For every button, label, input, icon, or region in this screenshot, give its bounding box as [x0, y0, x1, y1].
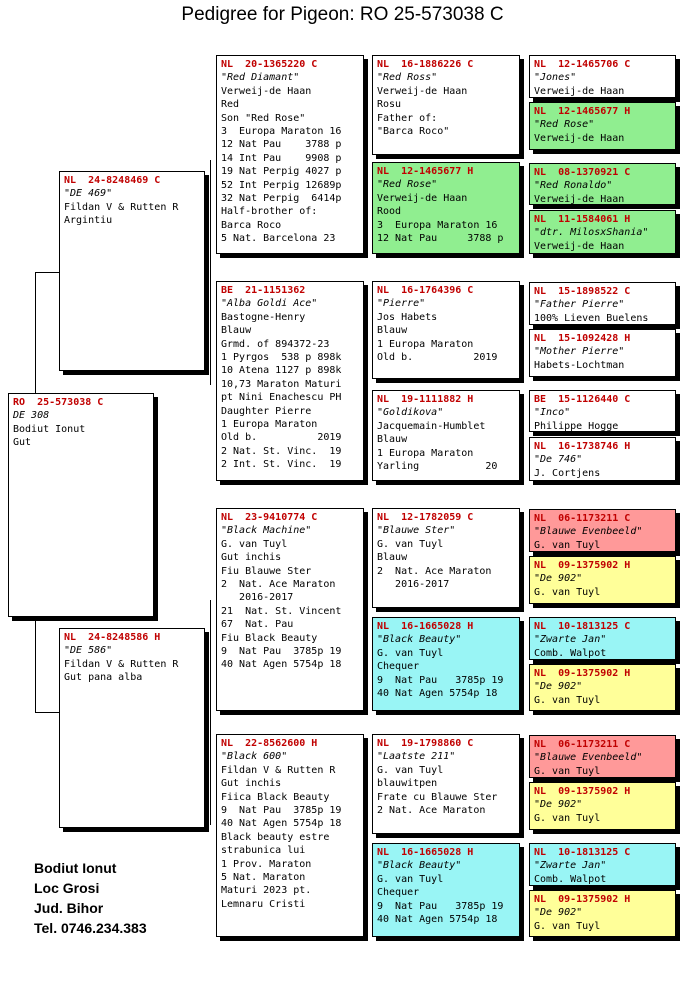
pigeon-info-line: 3 Europa Maraton 16 [377, 219, 498, 231]
pigeon-info-line: Half-brother of: [221, 206, 318, 218]
pigeon-card-root[interactable] [8, 393, 154, 617]
pigeon-name: "Father Pierre" [534, 299, 625, 311]
pigeon-info-line: G. van Tuyl [534, 920, 601, 932]
pigeon-info-line: 2016-2017 [221, 592, 294, 604]
pigeon-name: "Red Ross" [377, 72, 438, 84]
pigeon-card-sire[interactable] [59, 171, 205, 371]
pigeon-info-line: Comb. Walpot [534, 873, 607, 885]
pigeon-card-gen3[interactable] [372, 281, 520, 379]
pigeon-name: "Red Rose" [377, 179, 438, 191]
pigeon-info-line: Verweij-de Haan [534, 240, 625, 252]
pigeon-info-line: Red [221, 99, 240, 111]
pigeon-info-line: Fiica Black Beauty [221, 791, 330, 803]
pigeon-info-line: Yarling 20 [377, 461, 498, 473]
pigeon-info-line: 40 Nat Agen 5754p 18 [221, 659, 342, 671]
pigeon-info-line: Blauw [377, 434, 408, 446]
pigeon-name: "Blauwe Ster" [377, 525, 456, 537]
pigeon-info-line: Gut inchis [221, 552, 282, 564]
pigeon-info-line: 21 Nat. St. Vincent [221, 605, 342, 617]
pigeon-info-line: 40 Nat Agen 5754p 18 [221, 818, 342, 830]
pigeon-info-line: 2 Nat. Ace Maraton [377, 805, 486, 817]
pigeon-info-line: Gut inchis [221, 778, 282, 790]
pigeon-card-gen4[interactable] [529, 329, 676, 377]
pigeon-info-line: Gut [13, 437, 32, 449]
pigeon-card-gen4[interactable] [529, 390, 676, 432]
pigeon-card-gen4[interactable] [529, 735, 676, 778]
pigeon-info-line: 40 Nat Agen 5754p 18 [377, 914, 498, 926]
pigeon-name: "dtr. MilosxShania" [534, 227, 649, 239]
pigeon-name: "Alba Goldi Ace" [221, 298, 318, 310]
pigeon-card-gen3[interactable] [372, 734, 520, 834]
pigeon-info-line: Argintiu [64, 215, 113, 227]
ring-number: NL 08-1370921 C [534, 167, 631, 178]
pigeon-info-line: 9 Nat Pau 3785p 19 [377, 674, 504, 686]
ring-number: NL 12-1465677 H [377, 166, 474, 177]
pigeon-card-dam[interactable] [59, 628, 205, 828]
ring-number: NL 16-1738746 H [534, 441, 631, 452]
pigeon-info-line: 12 Nat Pau 3788 p [221, 139, 342, 151]
ring-number: NL 16-1665028 H [377, 847, 474, 858]
pigeon-info-line: Blauw [377, 552, 408, 564]
pigeon-info-line: Rosu [377, 99, 402, 111]
pigeon-card-gen4[interactable] [529, 509, 676, 552]
pigeon-info-line: 40 Nat Agen 5754p 18 [377, 688, 498, 700]
pigeon-name: "De 902" [534, 681, 583, 693]
ring-number: NL 06-1173211 C [534, 739, 631, 750]
pigeon-info-line: Fildan V & Rutten R [64, 658, 179, 670]
ring-number: NL 19-1111882 H [377, 394, 474, 405]
pigeon-info-line: 1 Prov. Maraton [221, 858, 312, 870]
pigeon-card-gen3[interactable] [372, 508, 520, 608]
pigeon-info-line: Old b. 2019 [221, 432, 342, 444]
ring-number: NL 22-8562600 H [221, 738, 318, 749]
pigeon-name: "Zwarte Jan" [534, 860, 607, 872]
pigeon-info-line: G. van Tuyl [534, 694, 601, 706]
connector-line [35, 272, 60, 273]
pigeon-info-line: J. Cortjens [534, 467, 601, 479]
pigeon-info-line: 9 Nat Pau 3785p 19 [221, 646, 342, 658]
pigeon-name: "Laatste 211" [377, 751, 456, 763]
owner-locality: Loc Grosi [34, 880, 100, 896]
pigeon-info-line: Black beauty estre [221, 831, 330, 843]
pigeon-info-line: Verweij-de Haan [534, 85, 625, 97]
pigeon-info-line: pt Nini Enachescu PH [221, 392, 342, 404]
pigeon-info-line: 2 Nat. Ace Maraton [221, 579, 336, 591]
pigeon-info-line: Verweij-de Haan [377, 192, 468, 204]
ring-number: NL 24-8248469 C [64, 175, 161, 186]
pigeon-info-line: 5 Nat. Barcelona 23 [221, 233, 336, 245]
ring-number: NL 12-1465706 C [534, 59, 631, 70]
pigeon-card-gen4[interactable] [529, 782, 676, 830]
pigeon-info-line: Fiu Blauwe Ster [221, 565, 312, 577]
pigeon-info-line: 1 Pyrgos 538 p 898k [221, 352, 342, 364]
pigeon-info-line: 2 Nat. Ace Maraton [377, 565, 492, 577]
pigeon-info-line: Habets-Lochtman [534, 359, 625, 371]
pigeon-info-line: Fildan V & Rutten R [64, 201, 179, 213]
pigeon-card-gen3[interactable] [372, 390, 520, 481]
pigeon-info-line: 1 Europa Maraton [377, 447, 474, 459]
pigeon-info-line: 2 Nat. St. Vinc. 19 [221, 445, 342, 457]
pigeon-card-gen4[interactable] [529, 556, 676, 604]
pigeon-info-line: Verweij-de Haan [221, 85, 312, 97]
pigeon-card-gen3[interactable] [372, 617, 520, 711]
pigeon-card-gen3[interactable] [372, 162, 520, 254]
pigeon-name: "DE 469" [64, 188, 113, 200]
pigeon-info-line: G. van Tuyl [377, 873, 444, 885]
pigeon-info-line: Jacquemain-Humblet [377, 420, 486, 432]
connector-line [35, 712, 60, 713]
pigeon-info-line: Blauw [221, 325, 252, 337]
pigeon-card-gen4[interactable] [529, 163, 676, 205]
pigeon-info-line: 10,73 Maraton Maturi [221, 378, 342, 390]
ring-number: NL 09-1375902 H [534, 786, 631, 797]
pigeon-info-line: strabunica lui [221, 845, 306, 857]
ring-number: NL 11-1584061 H [534, 214, 631, 225]
pigeon-name: "DE 586" [64, 645, 113, 657]
pigeon-info-line: Blauw [377, 325, 408, 337]
pigeon-name: "Red Diamant" [221, 72, 300, 84]
pigeon-name: DE 308 [13, 410, 50, 422]
pigeon-info-line: G. van Tuyl [534, 765, 601, 777]
pigeon-info-line: 2016-2017 [377, 579, 450, 591]
pigeon-name: "Inco" [534, 407, 571, 419]
pigeon-card-gen4[interactable] [529, 210, 676, 254]
pigeon-info-line: 10 Atena 1127 p 898k [221, 365, 342, 377]
pigeon-info-line: Bastogne-Henry [221, 311, 306, 323]
pigeon-info-line: Rood [377, 206, 402, 218]
pigeon-info-line: 2 Int. St. Vinc. 19 [221, 459, 342, 471]
ring-number: NL 09-1375902 H [534, 560, 631, 571]
pigeon-info-line: G. van Tuyl [534, 812, 601, 824]
pigeon-info-line: Philippe Hogge [534, 420, 619, 432]
pigeon-info-line: 1 Europa Maraton [377, 338, 474, 350]
pigeon-info-line: G. van Tuyl [534, 586, 601, 598]
pigeon-name: "Pierre" [377, 298, 426, 310]
pigeon-info-line: Frate cu Blauwe Ster [377, 791, 498, 803]
ring-number: NL 19-1798860 C [377, 738, 474, 749]
pigeon-name: "Goldikova" [377, 407, 444, 419]
pigeon-card-gen4[interactable] [529, 890, 676, 937]
pigeon-info-line: Barca Roco [221, 219, 282, 231]
pigeon-card-gen4[interactable] [529, 843, 676, 886]
pigeon-card-sire-sire[interactable] [216, 55, 364, 254]
page-title: Pedigree for Pigeon: RO 25-573038 C [181, 4, 504, 25]
pigeon-info-line: Bodiut Ionut [13, 423, 86, 435]
pigeon-info-line: Lemnaru Cristi [221, 898, 306, 910]
pigeon-info-line: Chequer [377, 661, 420, 673]
pigeon-name: "Blauwe Evenbeeld" [534, 526, 643, 538]
pigeon-info-line: 12 Nat Pau 3788 p [377, 233, 504, 245]
pigeon-card-gen4[interactable] [529, 617, 676, 660]
pigeon-info-line: 9 Nat Pau 3785p 19 [377, 900, 504, 912]
pigeon-name: "Black 600" [221, 751, 288, 763]
owner-name: Bodiut Ionut [34, 860, 117, 876]
ring-number: NL 16-1886226 C [377, 59, 474, 70]
ring-number: NL 20-1365220 C [221, 59, 318, 70]
pigeon-info-line: 1 Europa Maraton [221, 419, 318, 431]
pigeon-info-line: 67 Nat. Pau [221, 619, 294, 631]
pigeon-name: "Black Beauty" [377, 634, 462, 646]
ring-number: NL 06-1173211 C [534, 513, 631, 524]
ring-number: BE 15-1126440 C [534, 394, 631, 405]
pigeon-card-sire-dam[interactable] [216, 281, 364, 481]
pigeon-info-line: Chequer [377, 887, 420, 899]
pigeon-info-line: G. van Tuyl [377, 538, 444, 550]
ring-number: NL 15-1898522 C [534, 286, 631, 297]
pigeon-name: "Red Ronaldo" [534, 180, 613, 192]
pigeon-info-line: 14 Int Pau 9908 p [221, 152, 342, 164]
pigeon-name: "De 902" [534, 799, 583, 811]
pigeon-card-gen3[interactable] [372, 843, 520, 937]
owner-county: Jud. Bihor [34, 900, 104, 916]
ring-number: NL 24-8248586 H [64, 632, 161, 643]
ring-number: NL 12-1465677 H [534, 106, 631, 117]
ring-number: NL 23-9410774 C [221, 512, 318, 523]
pigeon-name: "Zwarte Jan" [534, 634, 607, 646]
pigeon-card-gen4[interactable] [529, 437, 676, 481]
pigeon-info-line: Jos Habets [377, 311, 438, 323]
pigeon-info-line: 52 Int Perpig 12689p [221, 179, 342, 191]
pigeon-info-line: 5 Nat. Maraton [221, 872, 306, 884]
pigeon-info-line: 100% Lieven Buelens [534, 312, 649, 324]
connector-line [210, 600, 211, 825]
pigeon-info-line: Gut pana alba [64, 672, 143, 684]
pigeon-info-line: Fiu Black Beauty [221, 632, 318, 644]
ring-number: BE 21-1151362 [221, 285, 306, 296]
pigeon-info-line: Comb. Walpot [534, 647, 607, 659]
pigeon-card-gen4[interactable] [529, 282, 676, 325]
ring-number: NL 16-1665028 H [377, 621, 474, 632]
owner-contact-block [34, 858, 147, 938]
pigeon-name: "Red Rose" [534, 119, 595, 131]
pigeon-info-line: blauwitpen [377, 778, 438, 790]
pigeon-name: "De 746" [534, 454, 583, 466]
pigeon-name: "De 902" [534, 573, 583, 585]
pigeon-info-line: 9 Nat Pau 3785p 19 [221, 805, 342, 817]
ring-number: RO 25-573038 C [13, 397, 104, 408]
pigeon-card-gen4[interactable] [529, 664, 676, 711]
pigeon-card-gen3[interactable] [372, 55, 520, 155]
pigeon-name: "Mother Pierre" [534, 346, 625, 358]
pigeon-info-line: Son "Red Rose" [221, 112, 306, 124]
pigeon-info-line: Old b. 2019 [377, 352, 498, 364]
pigeon-card-dam-dam[interactable] [216, 734, 364, 937]
pigeon-info-line: Verweij-de Haan [534, 132, 625, 144]
pigeon-info-line: Verweij-de Haan [377, 85, 468, 97]
ring-number: NL 10-1813125 C [534, 621, 631, 632]
pigeon-info-line: G. van Tuyl [377, 647, 444, 659]
pigeon-info-line: Verweij-de Haan [534, 193, 625, 205]
owner-phone: Tel. 0746.234.383 [34, 920, 147, 936]
pigeon-info-line: G. van Tuyl [534, 539, 601, 551]
pigeon-card-gen4[interactable] [529, 55, 676, 98]
pigeon-info-line: "Barca Roco" [377, 126, 450, 138]
ring-number: NL 10-1813125 C [534, 847, 631, 858]
pigeon-name: "Jones" [534, 72, 577, 84]
pigeon-info-line: G. van Tuyl [377, 764, 444, 776]
pigeon-info-line: Grmd. of 894372-23 [221, 338, 330, 350]
pigeon-name: "Black Beauty" [377, 860, 462, 872]
pigeon-name: "Black Machine" [221, 525, 312, 537]
ring-number: NL 12-1782059 C [377, 512, 474, 523]
connector-line [210, 160, 211, 385]
ring-number: NL 15-1092428 H [534, 333, 631, 344]
pigeon-card-dam-sire[interactable] [216, 508, 364, 711]
pigeon-name: "Blauwe Evenbeeld" [534, 752, 643, 764]
pigeon-info-line: 19 Nat Perpig 4027 p [221, 166, 342, 178]
ring-number: NL 16-1764396 C [377, 285, 474, 296]
pigeon-info-line: Father of: [377, 112, 438, 124]
ring-number: NL 09-1375902 H [534, 668, 631, 679]
ring-number: NL 09-1375902 H [534, 894, 631, 905]
pigeon-name: "De 902" [534, 907, 583, 919]
pigeon-info-line: Maturi 2023 pt. [221, 885, 312, 897]
pigeon-info-line: G. van Tuyl [221, 538, 288, 550]
pigeon-info-line: 3 Europa Maraton 16 [221, 126, 342, 138]
pigeon-info-line: 32 Nat Perpig 6414p [221, 193, 342, 205]
pigeon-info-line: Fildan V & Rutten R [221, 764, 336, 776]
pigeon-card-gen4[interactable] [529, 102, 676, 150]
pigeon-info-line: Daughter Pierre [221, 405, 312, 417]
